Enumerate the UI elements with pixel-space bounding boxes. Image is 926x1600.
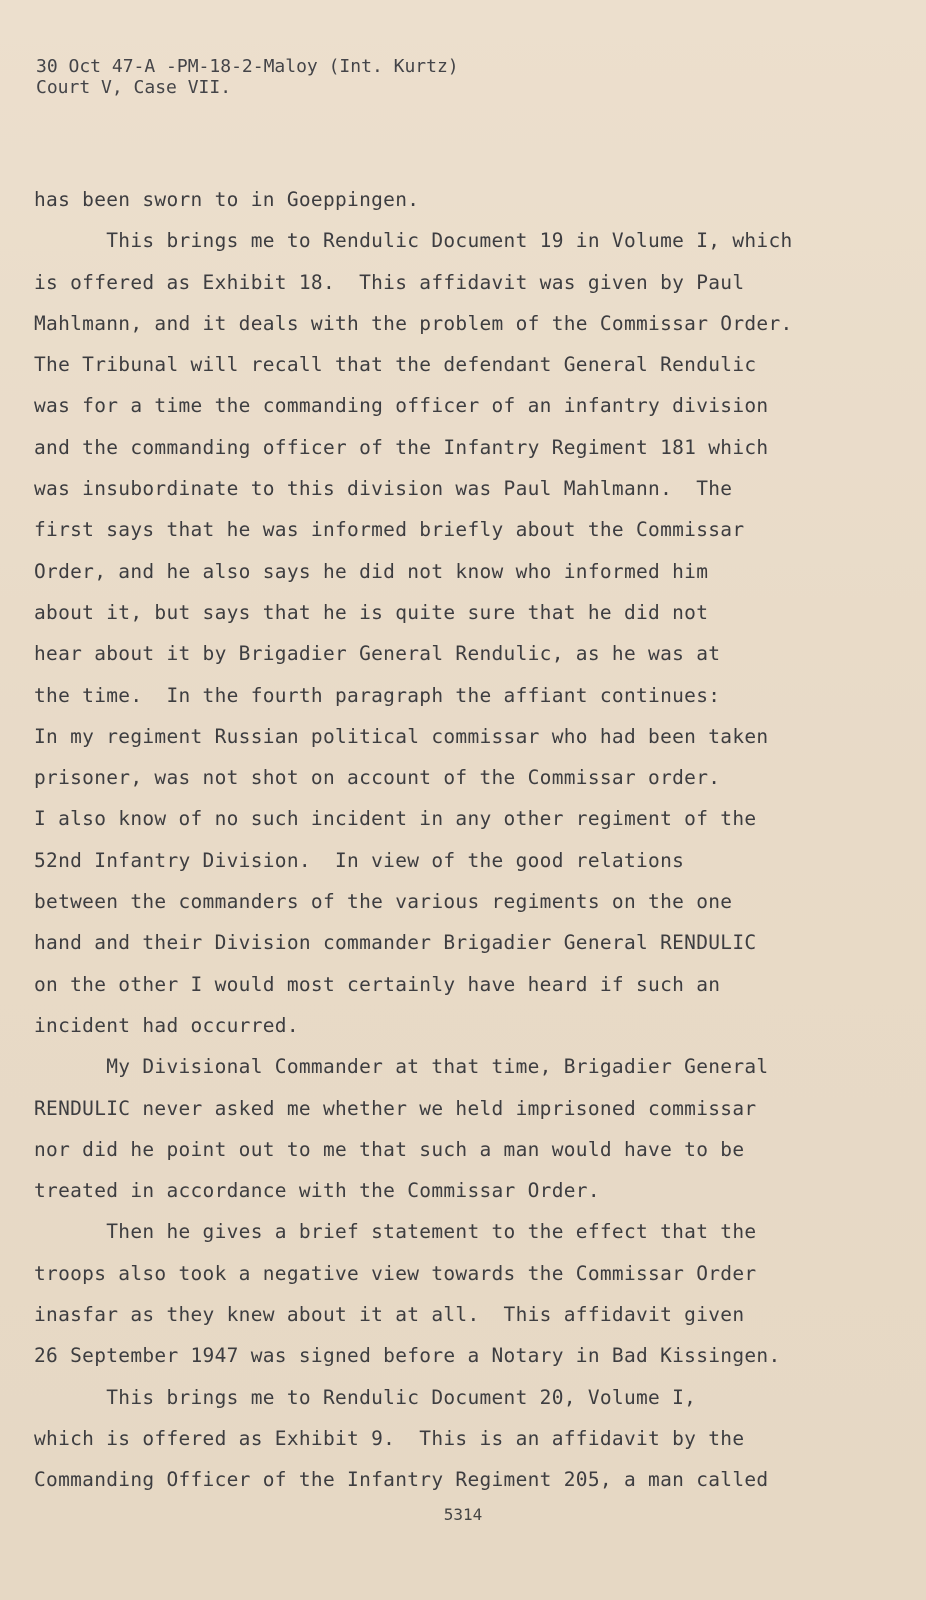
body-line: treated in accordance with the Commissar Order. — [34, 1179, 600, 1203]
body-line: was insubordinate to this division was Paul Mahlmann. The — [34, 477, 733, 501]
body-line: inasfar as they knew about it at all. This affidavit given — [34, 1303, 745, 1327]
body-line: This brings me to Rendulic Document 19 in Volume I, which — [34, 229, 793, 253]
body-line: which is offered as Exhibit 9. This is an affidavit by the — [34, 1426, 745, 1450]
body-line: first says that he was informed briefly about the Commissar — [34, 518, 745, 542]
page-header — [36, 56, 459, 98]
body-line: on the other I would most certainly have heard if such an — [34, 972, 721, 996]
header-line-2: Court V, Case VII. — [36, 77, 232, 98]
body-line: troops also took a negative view towards the Commissar Order — [34, 1261, 757, 1285]
body-line: between the commanders of the various regiments on the one — [34, 890, 733, 914]
body-line: about it, but says that he is quite sure that he did not — [34, 600, 709, 624]
body-line: The Tribunal will recall that the defendant General Rendulic — [34, 353, 757, 377]
body-line: the time. In the fourth paragraph the affiant continues: — [34, 683, 721, 707]
body-line: hand and their Division commander Brigadier General RENDULIC — [34, 931, 757, 955]
body-line: My Divisional Commander at that time, Brigadier General — [34, 1055, 769, 1079]
body-line: Then he gives a brief statement to the effect that the — [34, 1220, 757, 1244]
body-line: prisoner, was not shot on account of the Commissar order. — [34, 766, 721, 790]
body-line: nor did he point out to me that such a man would have to be — [34, 1137, 745, 1161]
document-body — [34, 179, 864, 1501]
body-line: and the commanding officer of the Infantry Regiment 181 which — [34, 435, 769, 459]
body-line: has been sworn to in Goeppingen. — [34, 188, 420, 211]
body-line: Commanding Officer of the Infantry Regiment 205, a man called — [34, 1468, 769, 1492]
body-line: 52nd Infantry Division. In view of the good relations — [34, 848, 685, 872]
page-number: 5314 — [443, 1505, 483, 1524]
body-line: Mahlmann, and it deals with the problem of the Commissar Order. — [34, 311, 793, 335]
body-line: hear about it by Brigadier General Rendulic, as he was at — [34, 642, 721, 666]
body-line: incident had occurred. — [34, 1013, 299, 1037]
body-line: This brings me to Rendulic Document 20, Volume I, — [34, 1385, 697, 1409]
header-line-1: 30 Oct 47-A -PM-18-2-Maloy (Int. Kurtz) — [36, 56, 459, 77]
body-line: 26 September 1947 was signed before a Notary in Bad Kissingen. — [34, 1344, 781, 1368]
body-line: I also know of no such incident in any other regiment of the — [34, 807, 757, 831]
body-line: In my regiment Russian political commissar who had been taken — [34, 724, 769, 748]
body-line: is offered as Exhibit 18. This affidavit was given by Paul — [34, 270, 745, 294]
body-line: Order, and he also says he did not know who informed him — [34, 559, 709, 583]
body-line: was for a time the commanding officer of an infantry division — [34, 394, 769, 418]
body-line: RENDULIC never asked me whether we held imprisoned commissar — [34, 1096, 757, 1120]
